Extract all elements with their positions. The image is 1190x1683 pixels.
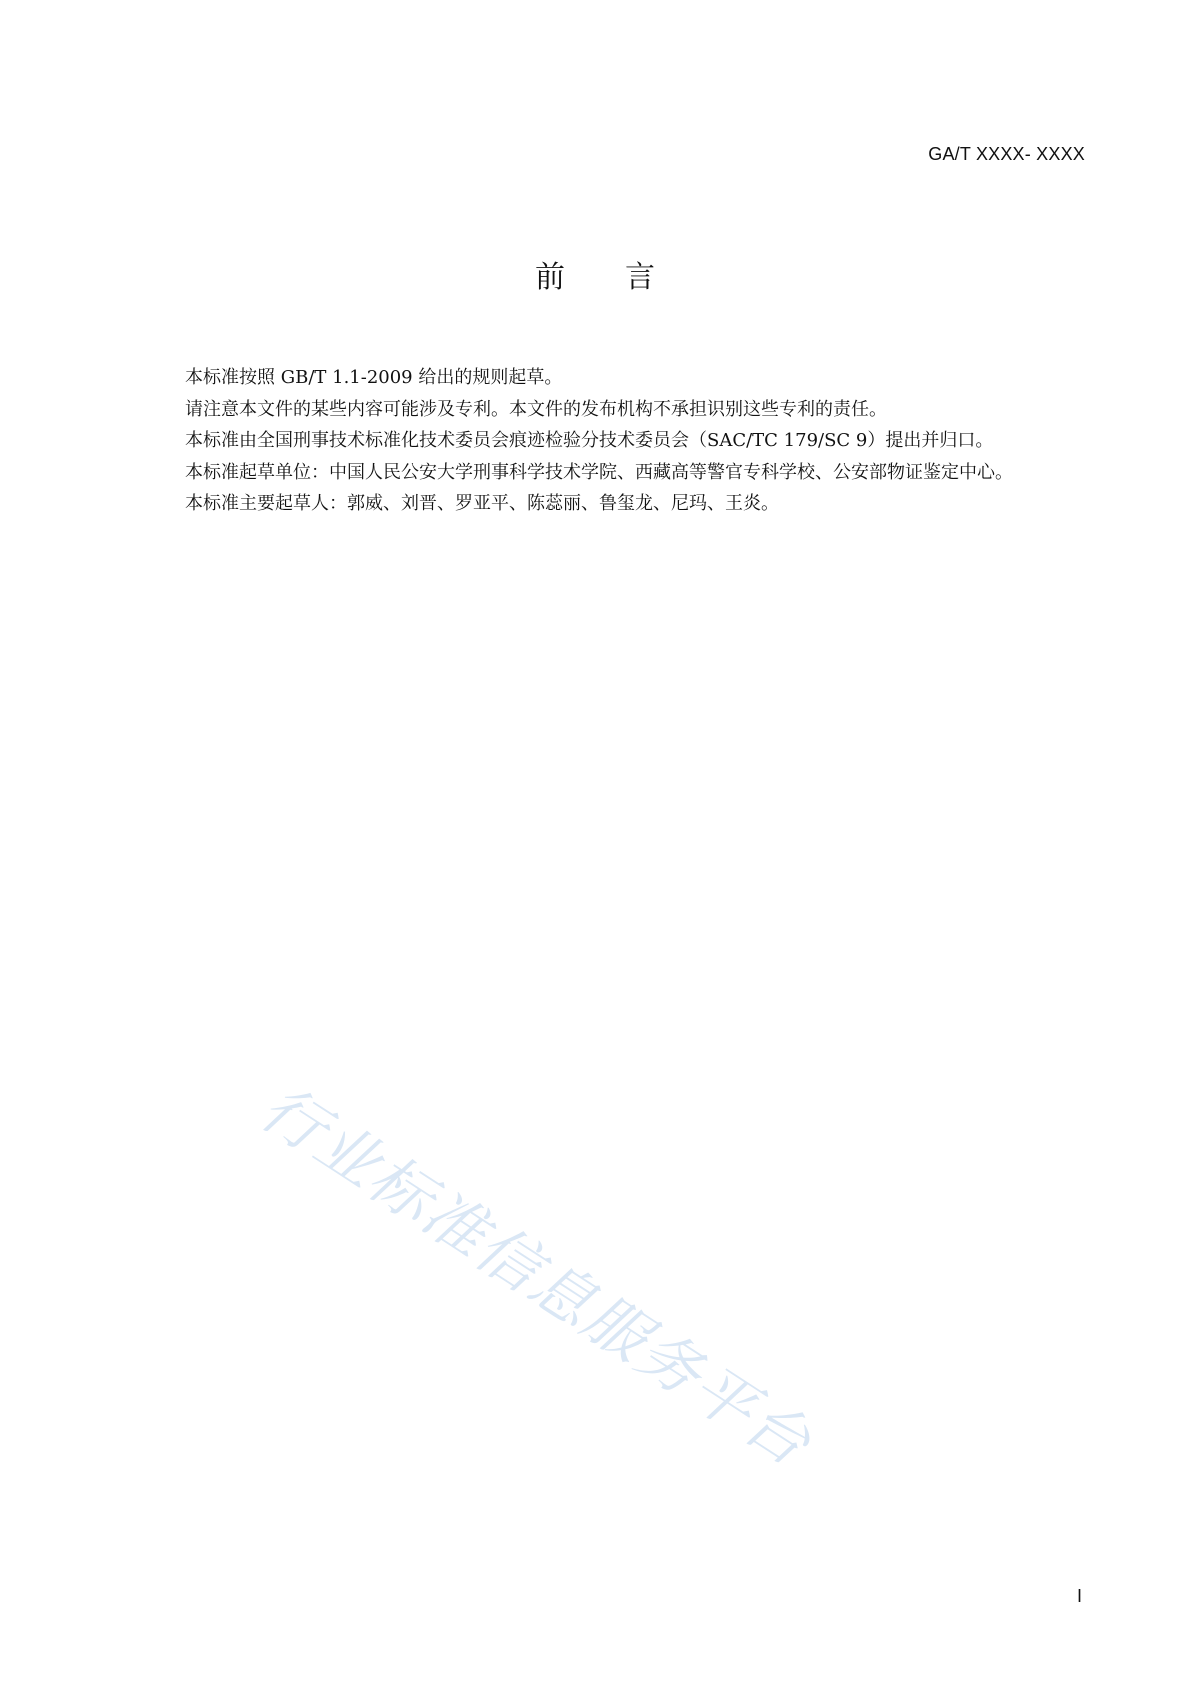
page-title: 前言 (535, 260, 715, 295)
paragraph-drafting-units: 本标准起草单位：中国人民公安大学刑事科学技术学院、西藏高等警官专科学校、公安部物证鉴定中心。 (185, 461, 1013, 483)
paragraph-drafters: 本标准主要起草人：郭威、刘晋、罗亚平、陈蕊丽、鲁玺龙、尼玛、王炎。 (185, 493, 779, 514)
document-code: GA/T XXXX- XXXX (928, 144, 1085, 164)
foreword-body (145, 362, 1085, 520)
paragraph-patent-notice: 请注意本文件的某些内容可能涉及专利。本文件的发布机构不承担识别这些专利的责任。 (185, 398, 887, 420)
watermark-text: 行业标准信息服务平台 (248, 1070, 825, 1481)
paragraph-drafting-rules: 本标准按照 GB/T 1.1-2009 给出的规则起草。 (185, 367, 563, 388)
paragraph-proposer: 本标准由全国刑事技术标准化技术委员会痕迹检验分技术委员会（SAC/TC 179/SC 9）提出并归口。 (185, 430, 994, 451)
page-number: I (1076, 1586, 1082, 1606)
